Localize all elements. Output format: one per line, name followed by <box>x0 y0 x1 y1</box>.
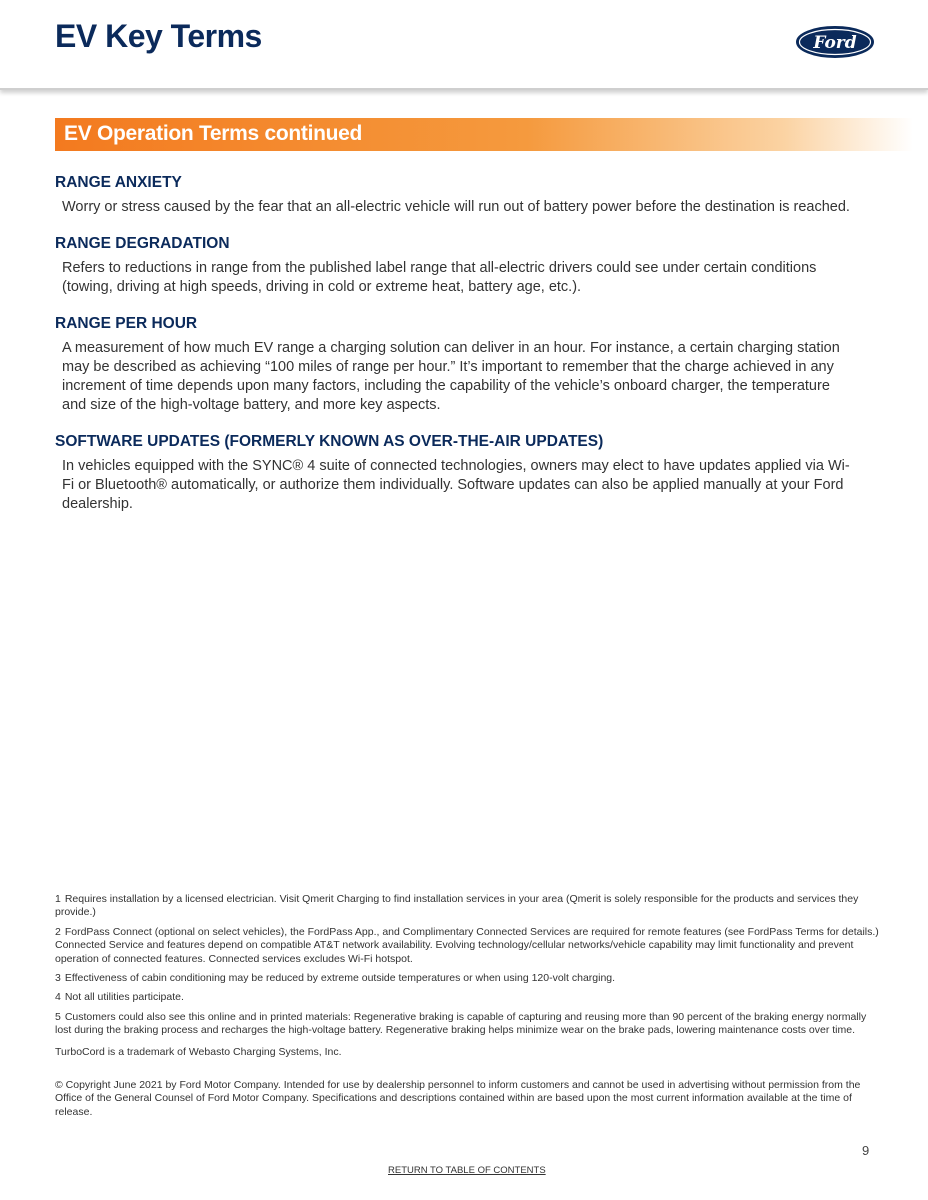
footnote-text: Customers could also see this online and in printed materials: Regenerative braking is capable of capturing and reusing more than 90 percent of the braking energy normally lost during the braking process and recharges the high-voltage battery. Regenerative braking helps minimize wear on the brake pads, lowering maintenance costs over time. <box>55 1010 867 1037</box>
term-description: Refers to reductions in range from the published label range that all-electric drivers could see under certain conditions (towing, driving at high speeds, driving in cold or extreme heat, battery age, etc.). <box>62 260 817 295</box>
return-to-toc-link[interactable]: RETURN TO TABLE OF CONTENTS <box>388 1165 546 1176</box>
footnote <box>55 991 880 1004</box>
term-title: RANGE PER HOUR <box>55 315 198 332</box>
terms-list <box>55 174 855 532</box>
footnote-number: 5 <box>55 1010 61 1023</box>
footnote-text: FordPass Connect (optional on select vehicles), the FordPass App., and Complimentary Connected Services are required for remote features (see FordPass Terms for details.) Connected Service and features depend on compatible AT&T network availability. Evolving technology/cellular networks/vehicle capability may limit functionality and prevent operation of connected features. Connected services excludes Wi-Fi hotspot. <box>55 925 879 965</box>
footnote <box>55 893 880 920</box>
copyright-notice: © Copyright June 2021 by Ford Motor Company. Intended for use by dealership personnel to inform customers and cannot be used in advertising without permission from the Office of the General Counsel of Ford Motor Company. Specifications and descriptions contained within are based upon the most current information available at the time of release. <box>55 1079 861 1118</box>
term-title: RANGE DEGRADATION <box>55 235 230 252</box>
term-title: RANGE ANXIETY <box>55 174 182 191</box>
footnote <box>55 926 880 966</box>
term-description: A measurement of how much EV range a charging solution can deliver in an hour. For instance, a certain charging station may be described as achieving “100 miles of range per hour.” It’s important to remember that the charge achieved in any increment of time depends upon many factors, including the capability of the vehicle’s onboard charger, the temperature and size of the high-voltage battery, and more key aspects. <box>62 340 840 413</box>
ford-logo-text: Ford <box>813 33 857 53</box>
footnote-number: 2 <box>55 925 61 938</box>
footnote-text: Requires installation by a licensed electrician. Visit Qmerit Charging to find installation services in your area (Qmerit is solely responsible for the products and services they provide.) <box>55 893 859 919</box>
page-title: EV Key Terms <box>55 18 262 54</box>
term-title: SOFTWARE UPDATES (FORMERLY KNOWN AS OVER-THE-AIR UPDATES) <box>55 433 604 450</box>
section-banner <box>55 118 913 151</box>
footnote-number: 1 <box>55 893 61 905</box>
term-range-per-hour <box>55 315 855 415</box>
footnote-text: Not all utilities participate. <box>64 991 184 1004</box>
footnote-number: 4 <box>55 991 61 1004</box>
page-number: 9 <box>862 1143 870 1158</box>
footnote <box>55 972 880 985</box>
footnote-number: 3 <box>55 972 61 985</box>
term-range-anxiety <box>55 174 855 217</box>
term-description: Worry or stress caused by the fear that an all-electric vehicle will run out of battery power before the destination is reached. <box>62 199 850 215</box>
footnotes <box>55 893 880 1119</box>
footnote-text: Effectiveness of cabin conditioning may be reduced by extreme outside temperatures or when using 120-volt charging. <box>64 972 616 985</box>
footnote <box>55 1011 880 1038</box>
trademark-notice: TurboCord is a trademark of Webasto Charging Systems, Inc. <box>55 1045 342 1058</box>
term-range-degradation <box>55 235 855 297</box>
page-header <box>0 0 928 90</box>
ford-logo <box>795 25 875 59</box>
section-title: EV Operation Terms continued <box>64 122 363 145</box>
term-software-updates <box>55 433 855 514</box>
term-description: In vehicles equipped with the SYNC® 4 suite of connected technologies, owners may elect to have updates applied via Wi-Fi or Bluetooth® automatically, or authorize them individually. Software updates can also be applied manually at your Ford dealership. <box>62 458 850 512</box>
